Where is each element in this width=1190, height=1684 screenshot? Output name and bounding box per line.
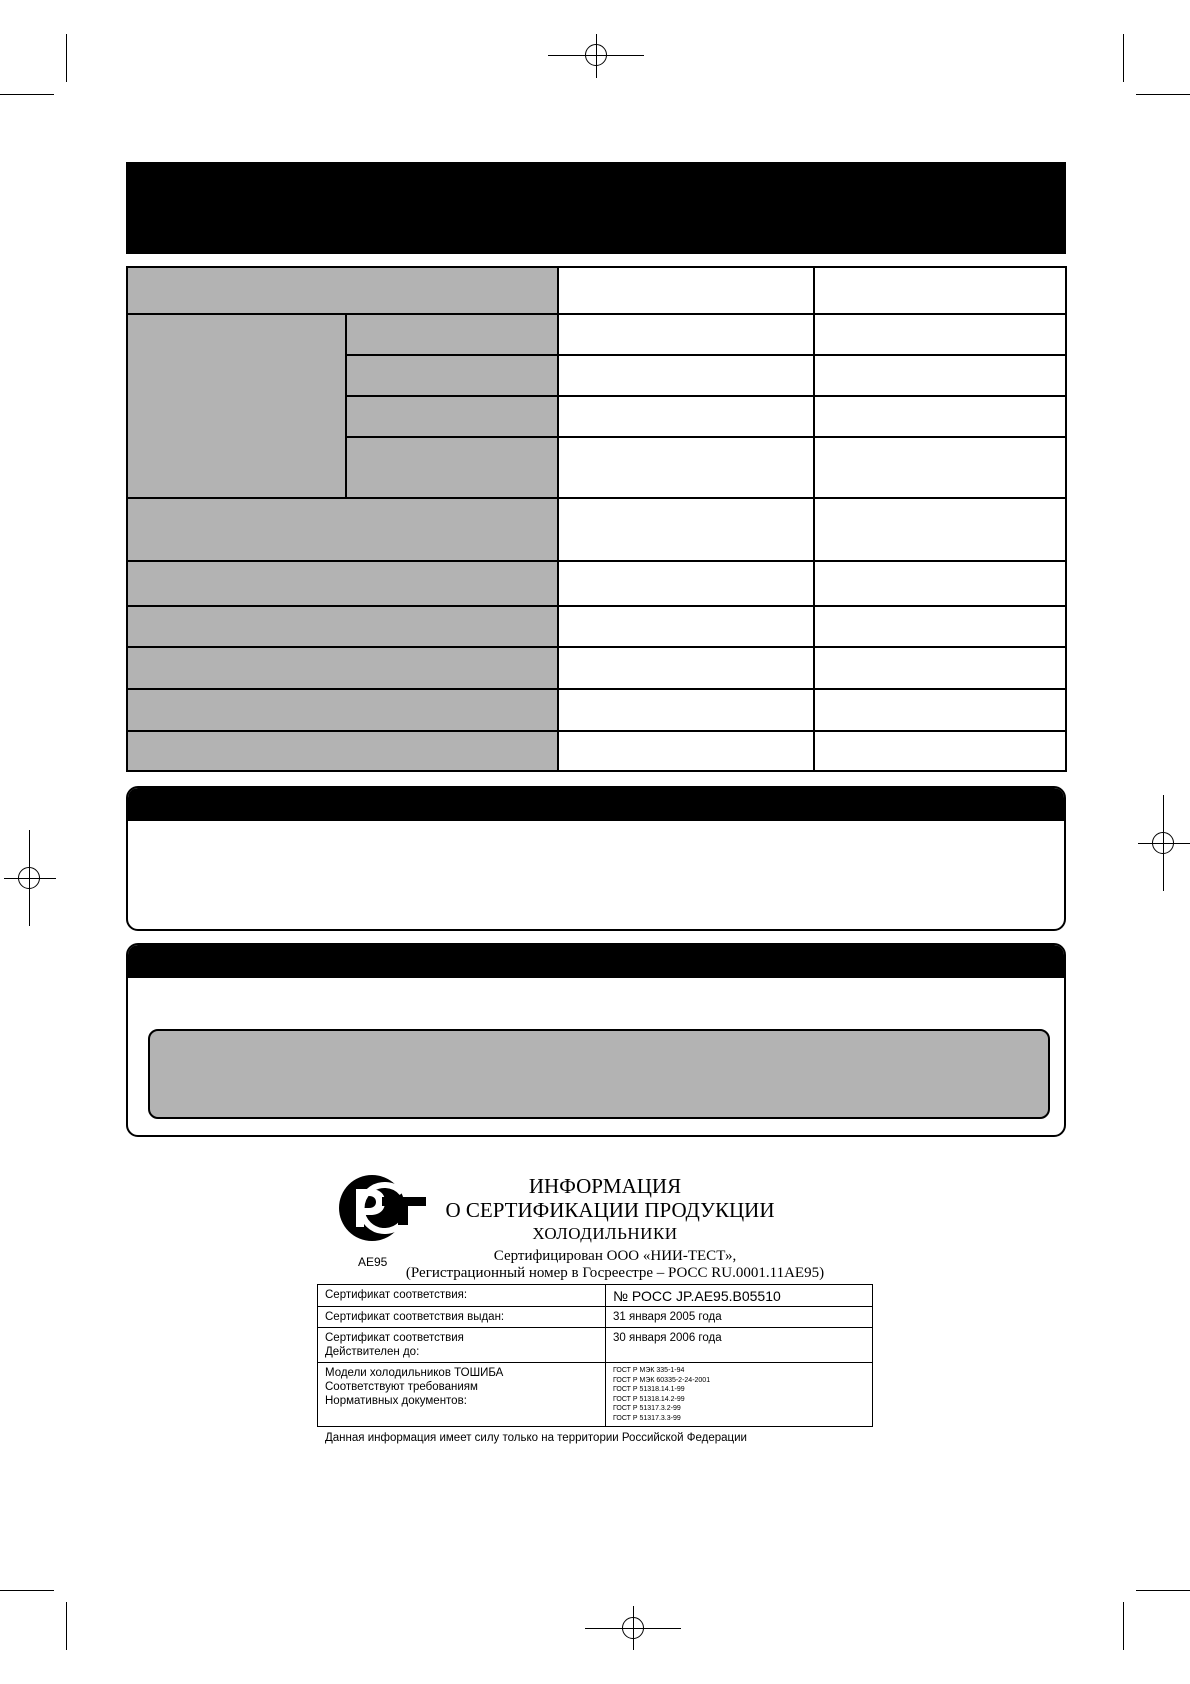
crop-mark	[1123, 1602, 1124, 1650]
crop-mark	[0, 1590, 54, 1591]
notice-inner-box	[148, 1029, 1050, 1119]
standard-item: ГОСТ Р 51317.3.3-99	[613, 1414, 681, 1422]
cert-label-line: Сертификат соответствия	[325, 1332, 464, 1344]
table-row	[318, 1328, 873, 1363]
cert-issuer: Сертифицирован ООО «НИИ-ТЕСТ»,	[493, 1248, 737, 1264]
cert-title-line3: ХОЛОДИЛЬНИКИ	[532, 1224, 678, 1243]
crop-mark	[1123, 34, 1124, 82]
crop-mark	[1136, 94, 1190, 95]
certificate-table	[317, 1284, 873, 1427]
header-bar	[126, 162, 1066, 254]
table-row	[318, 1307, 873, 1328]
notice-panel	[126, 943, 1066, 1137]
table-row	[318, 1285, 873, 1307]
cert-title-line2: О СЕРТИФИКАЦИИ ПРОДУКЦИИ	[445, 1198, 775, 1222]
crop-mark	[1136, 1590, 1190, 1591]
cert-label: Сертификат соответствия выдан:	[318, 1307, 606, 1328]
cert-registration: (Регистрационный номер в Госреестре – РОСС RU.0001.11АЕ95)	[405, 1265, 825, 1281]
cert-label-line: Нормативных документов:	[325, 1395, 467, 1407]
crop-mark	[0, 94, 54, 95]
standards-list	[606, 1363, 873, 1427]
logo-code: AE95	[358, 1255, 388, 1269]
standard-item: ГОСТ Р 51317.3.2-99	[613, 1405, 681, 1412]
table-row	[318, 1363, 873, 1427]
cert-label-line: Действителен до:	[325, 1346, 420, 1358]
crop-mark	[66, 34, 67, 82]
cert-label	[318, 1363, 606, 1427]
cert-issue-date: 31 января 2005 года	[606, 1307, 873, 1328]
standard-item: ГОСТ Р 51318.14.1-99	[613, 1386, 685, 1393]
cert-label-line: Соответствуют требованиям	[325, 1381, 478, 1393]
cert-number: № РОСС JP.AE95.B05510	[606, 1285, 873, 1307]
cert-title-line1: ИНФОРМАЦИЯ	[528, 1174, 682, 1198]
rst-certification-logo-icon	[338, 1173, 426, 1243]
standard-item: ГОСТ Р МЭК 60335-2-24-2001	[613, 1376, 711, 1384]
cert-label	[318, 1328, 606, 1363]
cert-valid-until: 30 января 2006 года	[606, 1328, 873, 1363]
cert-label: Сертификат соответствия:	[318, 1285, 606, 1307]
crop-mark	[66, 1602, 67, 1650]
standard-item: ГОСТ Р 51318.14.2-99	[613, 1395, 685, 1403]
cert-note: Данная информация имеет силу только на территории Российской Федерации	[325, 1432, 747, 1444]
info-panel	[126, 786, 1066, 931]
standard-item: ГОСТ Р МЭК 335-1-94	[613, 1367, 685, 1374]
notice-panel-header	[128, 945, 1064, 978]
spec-table	[126, 266, 1067, 772]
cert-label-line: Модели холодильников ТОШИБА	[325, 1367, 504, 1379]
info-panel-header	[128, 788, 1064, 821]
